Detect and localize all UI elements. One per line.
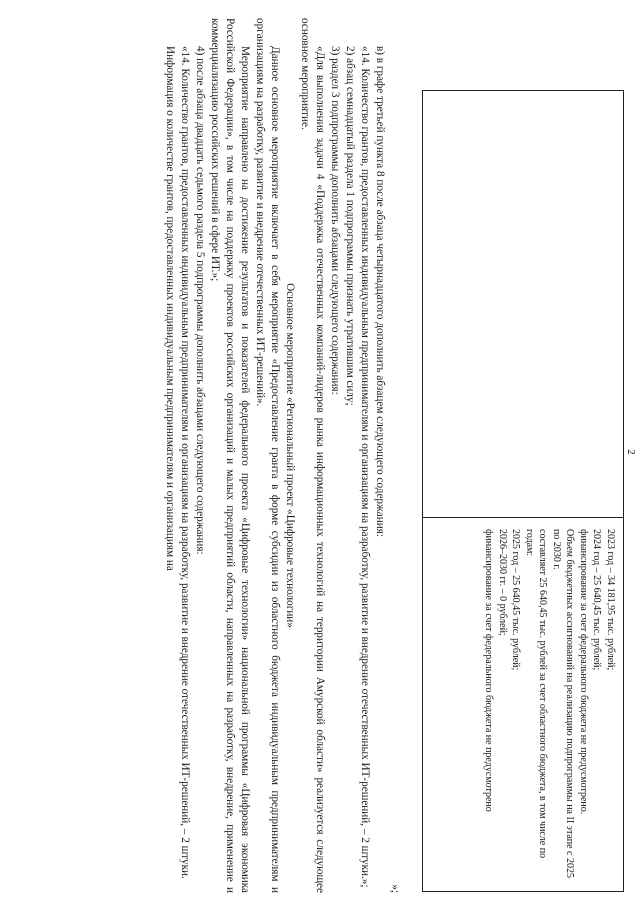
paragraph-item-14-repeat: «14. Количество грантов, предоставленных индивидуальным предпринимателям и организациям на разработку, развитие и внедрение отечественных ИТ-решений, – 2 штуки. <box>179 46 191 879</box>
table-line: составляет 25 640,45 тыс. рублей за счет областного бюджета, в том числе по годам: <box>524 529 549 859</box>
paragraph-task-4: «Для выполнения задачи 4 «Поддержка отечественных компаний-лидеров рынка информационных технологий на территории Амурской области» реализуется следующее основное мероприятие. <box>299 18 326 893</box>
paragraph-item-14: «14. Количество грантов, предоставленных индивидуальным предпринимателям и организациям на разработку, развитие и внедрение отечественных ИТ-решений, – 2 штуки.»; <box>359 46 371 888</box>
paragraph-item-2: 2) абзац семнадцатый раздела 1 подпрограммы признать утратившим силу; <box>344 46 356 406</box>
page-number: 2 <box>625 449 637 455</box>
paragraph-activity-purpose: Мероприятие направлено на достижение результатов и показателей федерального проекта «Цифровые технологии» национальной программы «Цифровая экономика Российской Федерации», в том числе на поддержку проектов российских организаций и малых предприятий области, направленных на разработку, внедрение, применение и коммерциализацию российских решений в сфере ИТ.»; <box>209 18 251 893</box>
table-line: финансирование за счет федерального бюджета не предусмотрено. <box>578 529 589 815</box>
table-line: Объем бюджетных ассигнований на реализацию подпрограммы на II этапе с 2025 по 2030 г. <box>551 529 576 878</box>
table-line: финансирование за счет федерального бюджета не предусмотрено <box>483 529 495 812</box>
table-line: 2026–2030 гг. – 0 рублей; <box>497 529 508 636</box>
paragraph-amendment-v: в) в графе третьей пункта 8 после абзаца четырнадцатого дополнить абзацем следующего содержания: <box>374 46 386 537</box>
table-line: 2024 год – 25 640,45 тыс. рублей; <box>591 529 603 671</box>
table-line: 2025 год – 25 640,45 тыс. рублей; <box>510 529 522 671</box>
closing-quote-mark: »; <box>389 884 401 893</box>
paragraph-information: Информация о количестве грантов, предоставленных индивидуальным предпринимателям и организациям на <box>164 46 176 571</box>
heading-main-activity: Основное мероприятие «Региональный проект «Цифровые технологии» <box>284 283 296 628</box>
program-table <box>422 90 624 892</box>
paragraph-item-4: 4) после абзаца двадцать седьмого раздела 5 подпрограммы дополнить абзацами следующего содержания: <box>194 46 206 555</box>
paragraph-item-3: 3) раздел 3 подпрограммы дополнить абзацами следующего содержания: <box>329 46 341 395</box>
paragraph-activity-description: Данное основное мероприятие включает в себя мероприятие «Предоставление гранта в форме субсидии из областного бюджета индивидуальным предпринимателям и организациям на разработку, развитие и внедрение отечественных ИТ-решений». <box>254 18 281 893</box>
table-right-cell <box>482 529 617 884</box>
table-line: 2023 год – 34 181,95 тыс. рублей; <box>605 529 616 671</box>
table-left-cell <box>423 91 623 518</box>
document-body <box>162 18 402 893</box>
